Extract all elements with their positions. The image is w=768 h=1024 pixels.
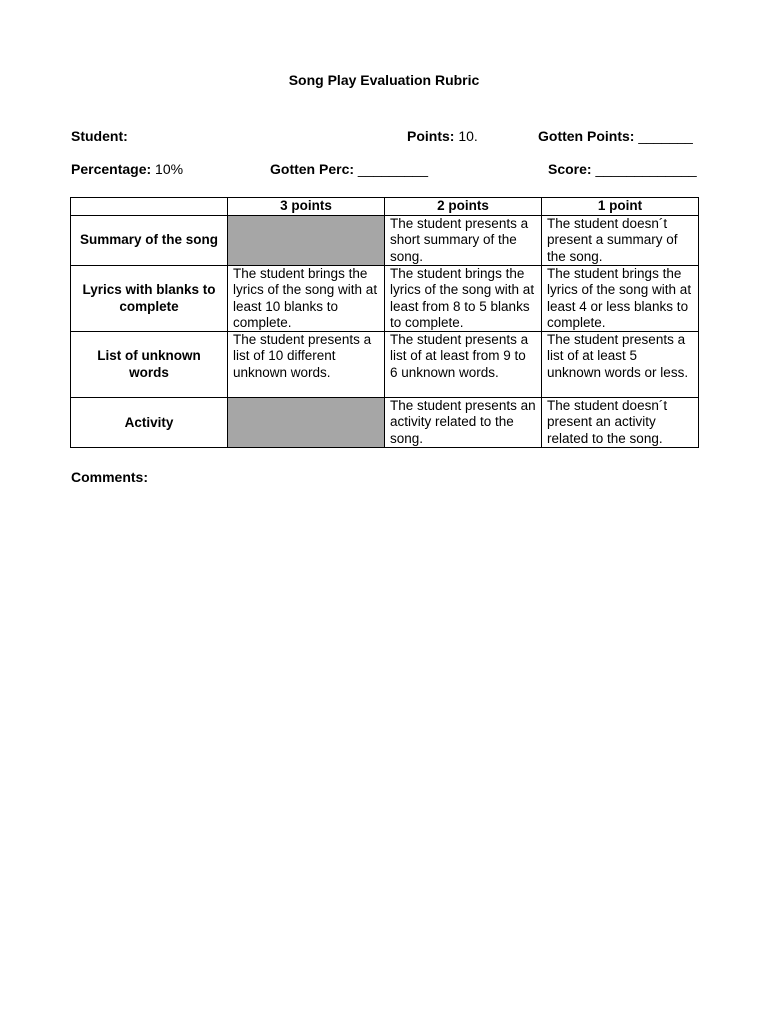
page-title: Song Play Evaluation Rubric xyxy=(288,72,480,88)
table-cell: The student doesn´t present a summary of the song. xyxy=(542,216,699,266)
table-cell: The student brings the lyrics of the song with at least 4 or less blanks to complete. xyxy=(542,266,699,332)
header-cell-2-points: 2 points xyxy=(385,198,542,216)
shaded-cell xyxy=(228,398,385,448)
table-cell: The student presents an activity related to the song. xyxy=(385,398,542,448)
gotten-points-label: Gotten Points: xyxy=(538,128,635,144)
student-label: Student: xyxy=(71,128,128,144)
gotten-points-field xyxy=(538,128,693,144)
points-value: 10. xyxy=(454,128,478,144)
table-cell: The student presents a short summary of the song. xyxy=(385,216,542,266)
score-label: Score: xyxy=(548,161,592,177)
table-row xyxy=(71,216,699,266)
table-row xyxy=(71,332,699,398)
student-field xyxy=(71,128,128,144)
table-row xyxy=(71,398,699,448)
score-blank: _____________ xyxy=(591,161,697,177)
table-cell: The student presents a list of 10 different unknown words. xyxy=(228,332,385,398)
points-label: Points: xyxy=(407,128,455,144)
header-cell-criterion xyxy=(71,198,228,216)
gotten-points-blank: _______ xyxy=(634,128,693,144)
header-cell-3-points: 3 points xyxy=(228,198,385,216)
table-cell: The student brings the lyrics of the song with at least from 8 to 5 blanks to complete. xyxy=(385,266,542,332)
criterion-cell: Summary of the song xyxy=(71,216,228,266)
percentage-label: Percentage: xyxy=(71,161,152,177)
criterion-cell: Lyrics with blanks to complete xyxy=(71,266,228,332)
header-cell-1-point: 1 point xyxy=(542,198,699,216)
table-cell: The student presents a list of at least from 9 to 6 unknown words. xyxy=(385,332,542,398)
rubric-table xyxy=(70,197,699,448)
table-header-row xyxy=(71,198,699,216)
gotten-perc-field xyxy=(270,161,428,177)
table-cell: The student doesn´t present an activity related to the song. xyxy=(542,398,699,448)
percentage-field xyxy=(71,161,183,177)
criterion-cell: Activity xyxy=(71,398,228,448)
gotten-perc-label: Gotten Perc: xyxy=(270,161,355,177)
table-row xyxy=(71,266,699,332)
shaded-cell xyxy=(228,216,385,266)
table-cell: The student presents a list of at least 5 unknown words or less. xyxy=(542,332,699,398)
percentage-value: 10% xyxy=(151,161,184,177)
score-field xyxy=(548,161,697,177)
criterion-cell: List of unknown words xyxy=(71,332,228,398)
points-field xyxy=(407,128,478,144)
table-cell: The student brings the lyrics of the song with at least 10 blanks to complete. xyxy=(228,266,385,332)
gotten-perc-blank: _________ xyxy=(354,161,428,177)
comments-label: Comments: xyxy=(71,469,149,485)
